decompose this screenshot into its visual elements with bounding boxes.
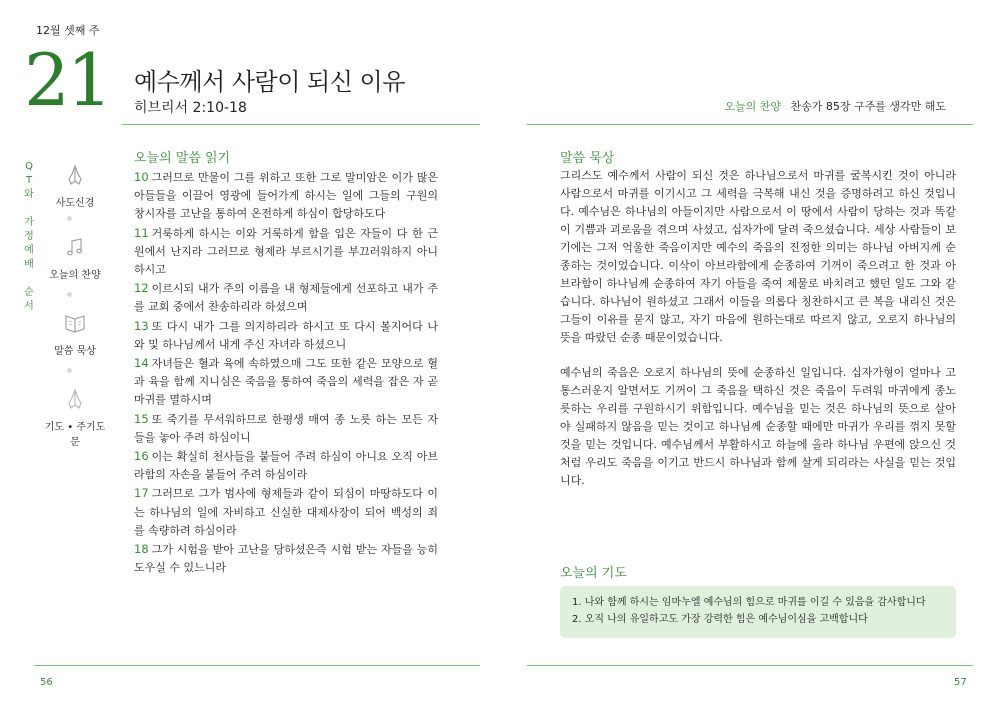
sidebar-item-todays-hymn[interactable] — [40, 236, 110, 281]
meditation-paragraph: 예수님의 죽음은 오로지 하나님의 뜻에 순종하신 일입니다. 십자가형이 얼마나 고통스러운지 알면서도 기꺼이 그 죽음을 택하신 것은 죽음이 두려워 마귀에게 종노릇하는 우리를 구원하시기 위함입니다. 예수님을 믿는 것은 하나님의 뜻으로 살아야 실패하지 않음을 믿는 것이고 하나님께 순종할 때에만 마귀가 우리를 꺾지 못할 것을 믿는 것입니다. 예수님께서 부활하시고 하늘에 올라 하나님 우편에 앉으신 것처럼 우리도 죽음을 이기고 반드시 하나님과 함께 살게 되리라는 사실을 믿는 것입니다. — [560, 366, 956, 487]
prayer-heading: 오늘의 기도 — [560, 566, 627, 581]
sidebar-dot — [67, 292, 72, 297]
scripture-reference: 히브리서 2:10-18 — [134, 100, 247, 116]
sidebar-vertical-title: Q T 와 가 정 예 배 순 서 — [24, 161, 34, 312]
prayer-box — [560, 586, 956, 638]
verse: 18 그가 시험을 받아 고난을 당하셨은즉 시험 받는 자들을 능히 도우실 수 있느니라 — [134, 542, 438, 575]
meditation-paragraph: 그리스도 예수께서 사람이 되신 것은 하나님으로서 마귀를 굴복시킨 것이 아니라 사람으로서 마귀를 이기시고 그 세력을 극복해 내신 것을 증명하려고 하신 것입니다. 예수님은 하나님의 아들이지만 사람으로서 이 땅에서 사람이 당하는 것과 똑같이 기쁨과 괴로움을 겪으며 사셨고, 십자가에 달려 죽으셨습니다. 세상 사람들이 보기에는 그저 억울한 죽음이지만 예수의 죽음의 진정한 의미는 하나님 아버지께 순종하는 것이었습니다. 이삭이 아브라함에게 순종하여 기꺼이 죽으려고 한 것과 아브라함이 하나님께 순종하여 자기 아들을 죽여 제물로 바치려고 했던 일도 그와 같습니다. 하나님이 원하셨고 그래서 이들을 의롭다 칭찬하시고 큰 복을 내리신 것은 그들이 이유를 묻지 않고, 자기 마음에 원하는대로 따르지 않고, 오로지 하나님의 뜻을 따랐던 순종 때문이었습니다. — [560, 169, 956, 344]
reading-heading: 오늘의 말씀 읽기 — [134, 151, 231, 166]
verse: 15 또 죽기를 무서워하므로 한평생 매여 종 노릇 하는 모든 자들을 놓아 주려 하심이니 — [134, 411, 438, 444]
verse: 17 그러므로 그가 범사에 형제들과 같이 되심이 마땅하도다 이는 하나님의 일에 자비하고 신실한 대제사장이 되어 백성의 죄를 속량하려 하심이라 — [134, 486, 438, 537]
day-number: 21 — [24, 38, 110, 122]
hymn-text: 찬송가 85장 구주를 생각만 해도 — [790, 100, 946, 113]
sidebar-item-prayer[interactable] — [40, 388, 110, 448]
sidebar-item-apostles-creed[interactable] — [40, 164, 110, 209]
week-label: 12월 셋째 주 — [36, 24, 100, 37]
open-bible-icon — [40, 312, 110, 338]
meditation-heading: 말씀 묵상 — [560, 151, 615, 166]
praying-hands-icon — [40, 388, 110, 414]
right-bottom-rule — [527, 665, 973, 666]
hymn-info — [724, 98, 946, 114]
verse: 11 거룩하게 하시는 이와 거룩하게 함을 입은 자들이 다 한 근원에서 난지라 그러므로 형제라 부르시기를 부끄러워하지 아니하시고 — [134, 225, 438, 277]
music-note-icon — [40, 236, 110, 262]
right-top-rule — [527, 124, 973, 125]
verse: 14 자녀들은 혈과 육에 속하였으매 그도 또한 같은 모양으로 혈과 육을 함께 지니심은 죽음을 통하여 죽음의 세력을 잡은 자 곧 마귀를 멸하시며 — [134, 356, 438, 407]
hymn-label: 오늘의 찬양 — [724, 100, 781, 113]
sidebar-item-label: 오늘의 찬양 — [49, 270, 101, 281]
right-page-number: 57 — [954, 677, 967, 688]
verse: 16 이는 확실히 천사들을 붙들어 주려 하심이 아니요 오직 아브라함의 자손을 붙들어 주려 하심이라 — [134, 449, 438, 482]
praying-hands-icon — [40, 164, 110, 190]
sidebar-item-label: 말씀 묵상 — [54, 346, 96, 357]
verse: 12 이르시되 내가 주의 이름을 내 형제들에게 선포하고 내가 주를 교회 중에서 찬송하리라 하셨으며 — [134, 281, 438, 314]
prayer-item: 2. 오직 나의 유일하고도 가장 강력한 힘은 예수님이심을 고백합니다 — [572, 614, 868, 625]
sidebar-item-word-meditation[interactable] — [40, 312, 110, 357]
sidebar-dot — [67, 216, 72, 221]
left-page-number: 56 — [40, 677, 53, 688]
scripture-verses — [134, 168, 438, 577]
sidebar-item-label: 기도 • 주기도문 — [44, 422, 106, 448]
left-bottom-rule — [34, 665, 480, 666]
page-title: 예수께서 사람이 되신 이유 — [134, 68, 405, 96]
prayer-item: 1. 나와 함께 하시는 임마누엘 예수님의 힘으로 마귀를 이길 수 있음을 감사합니다 — [572, 597, 926, 608]
sidebar-dot — [67, 368, 72, 373]
verse: 10 그러므로 만물이 그를 위하고 또한 그로 말미암은 이가 많은 아들들을 이끌어 영광에 들어가게 하시는 일에 그들의 구원의 창시자를 고난을 통하여 온전하게 하심이 합당하도다 — [134, 170, 438, 221]
sidebar-item-label: 사도신경 — [55, 198, 95, 209]
left-top-rule — [122, 124, 480, 125]
verse: 13 또 다시 내가 그를 의지하리라 하시고 또 다시 볼지어다 나와 및 하나님께서 내게 주신 자녀라 하셨으니 — [134, 318, 438, 351]
